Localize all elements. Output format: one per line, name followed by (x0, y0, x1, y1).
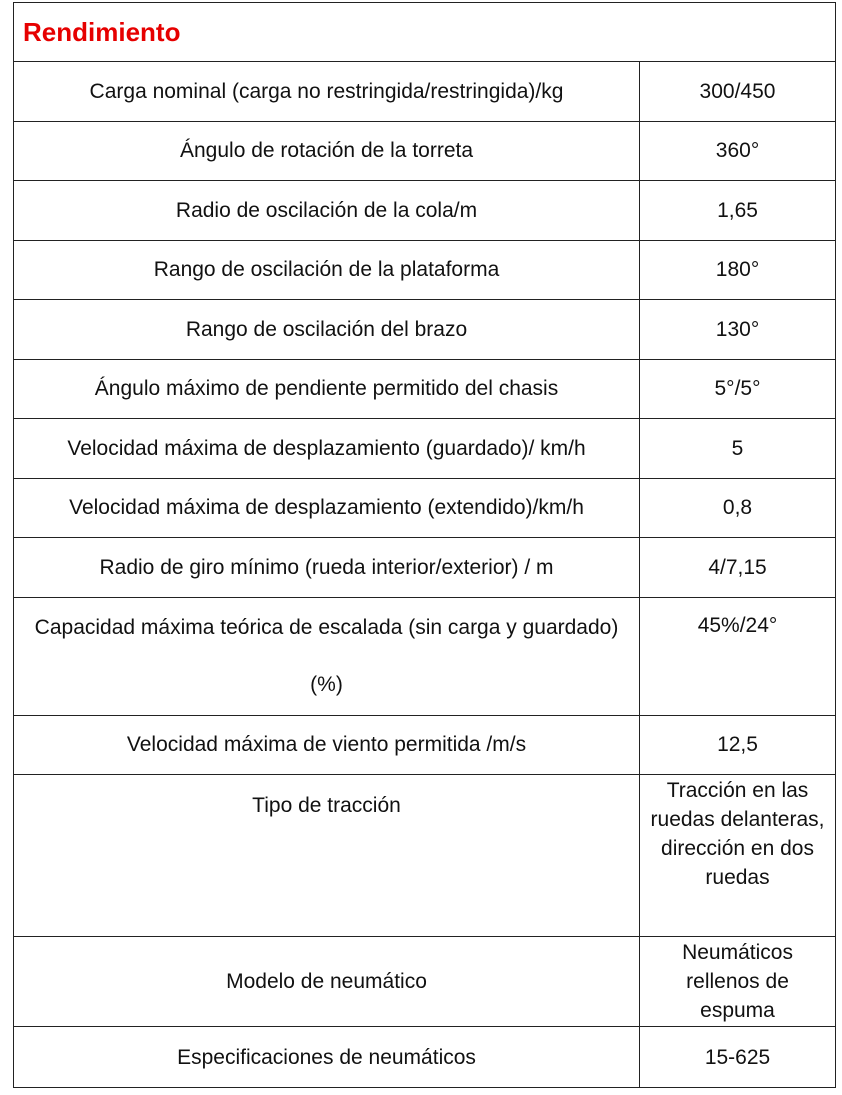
table-title: Rendimiento (14, 3, 836, 62)
table-row (14, 597, 836, 715)
row-label: Modelo de neumático (14, 937, 640, 1027)
row-label: Rango de oscilación del brazo (14, 300, 640, 360)
row-value: 360° (640, 121, 836, 181)
row-value: 12,5 (640, 715, 836, 775)
row-value: 300/450 (640, 62, 836, 122)
row-label: Velocidad máxima de desplazamiento (guardado)/ km/h (14, 419, 640, 479)
table-row (14, 240, 836, 300)
table-row (14, 937, 836, 1027)
row-label: Capacidad máxima teórica de escalada (sin carga y guardado)(%) (14, 597, 640, 715)
table-row (14, 300, 836, 360)
row-value: 180° (640, 240, 836, 300)
table-row (14, 478, 836, 538)
table-row (14, 775, 836, 937)
row-value: Neumáticos rellenos de espuma (640, 937, 836, 1027)
row-label: Radio de giro mínimo (rueda interior/exterior) / m (14, 538, 640, 598)
table-row (14, 538, 836, 598)
table-row (14, 121, 836, 181)
row-value: 0,8 (640, 478, 836, 538)
performance-spec-table (13, 2, 836, 1088)
row-label: Radio de oscilación de la cola/m (14, 181, 640, 241)
row-label: Ángulo máximo de pendiente permitido del chasis (14, 359, 640, 419)
row-label: Especificaciones de neumáticos (14, 1027, 640, 1088)
row-value: 1,65 (640, 181, 836, 241)
table-row (14, 715, 836, 775)
row-value: 15-625 (640, 1027, 836, 1088)
row-value: 45%/24° (640, 597, 836, 715)
row-label: Rango de oscilación de la plataforma (14, 240, 640, 300)
table-row (14, 359, 836, 419)
row-value: 130° (640, 300, 836, 360)
row-value: 5 (640, 419, 836, 479)
row-label: Ángulo de rotación de la torreta (14, 121, 640, 181)
row-label: Velocidad máxima de viento permitida /m/s (14, 715, 640, 775)
table-row (14, 419, 836, 479)
row-value: 5°/5° (640, 359, 836, 419)
row-label: Carga nominal (carga no restringida/restringida)/kg (14, 62, 640, 122)
table-row (14, 181, 836, 241)
table-title-row (14, 3, 836, 62)
row-label: Tipo de tracción (14, 775, 640, 937)
row-value: Tracción en las ruedas delanteras, dirección en dos ruedas (640, 775, 836, 937)
table-row (14, 1027, 836, 1088)
row-label: Velocidad máxima de desplazamiento (extendido)/km/h (14, 478, 640, 538)
table-row (14, 62, 836, 122)
row-value: 4/7,15 (640, 538, 836, 598)
